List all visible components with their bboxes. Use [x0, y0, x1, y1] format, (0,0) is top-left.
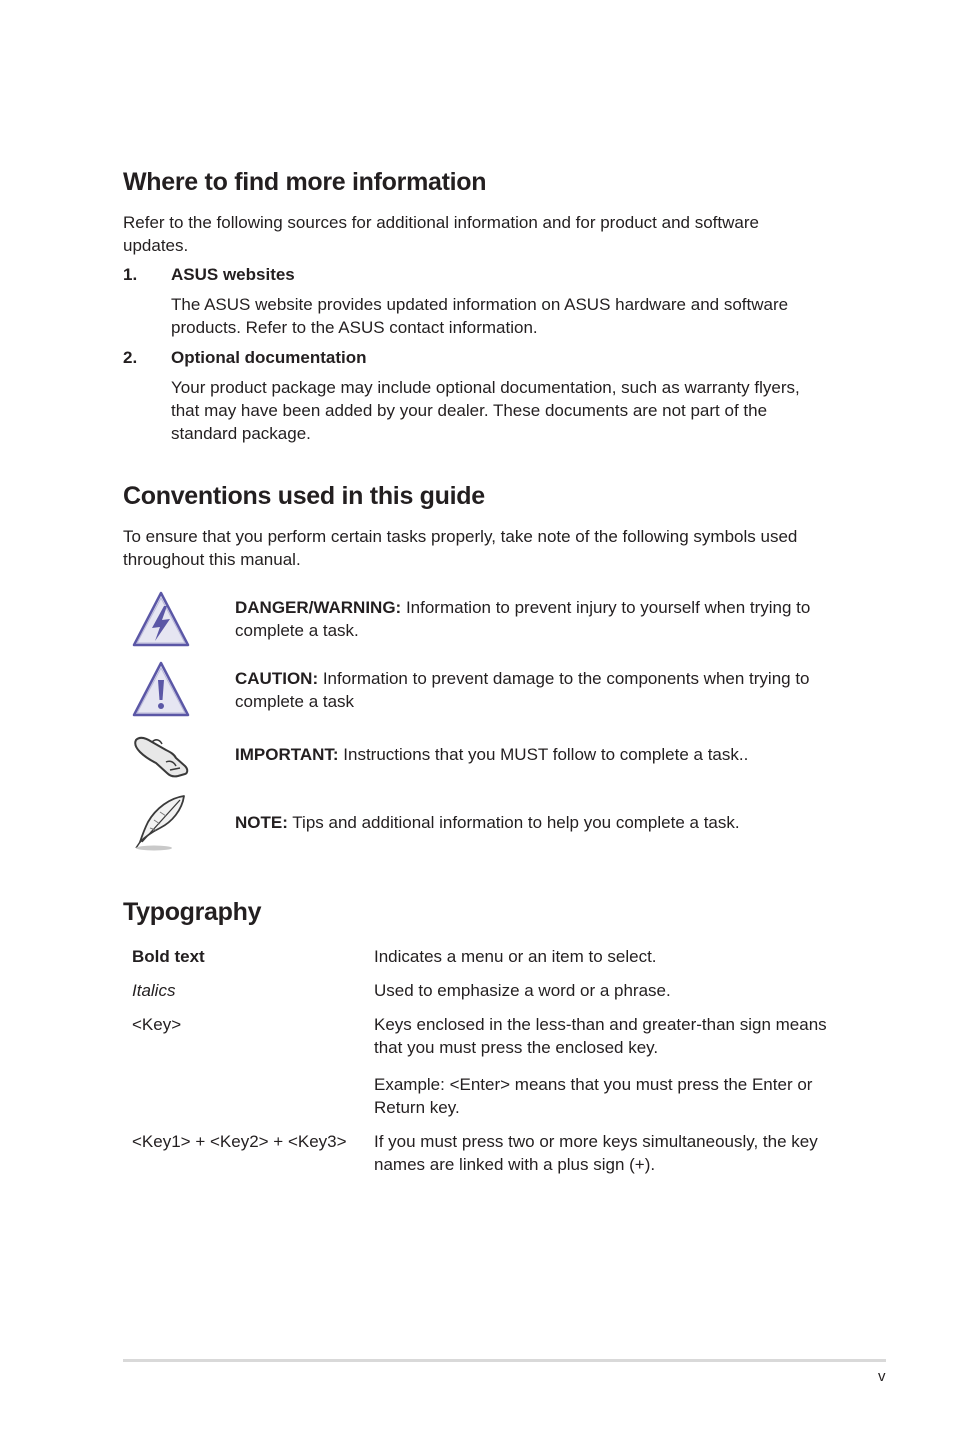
danger-warning-text — [235, 596, 835, 642]
important-label: IMPORTANT: — [235, 745, 339, 764]
typography-term-key: <Key> — [132, 1015, 182, 1034]
typography-term-key-combo: <Key1> + <Key2> + <Key3> — [132, 1132, 347, 1151]
typography-desc-bold: Indicates a menu or an item to select. — [374, 947, 657, 966]
caution-text — [235, 667, 835, 713]
important-description: Instructions that you MUST follow to complete a task.. — [338, 745, 749, 764]
note-quill-icon — [130, 792, 192, 854]
item-2-body: Your product package may include optional documentation, such as warranty flyers, that may have been added by your dealer. These documents are not part of the standard package. — [171, 378, 800, 443]
typography-term-bold: Bold text — [132, 947, 205, 966]
where-to-find-heading: Where to find more information — [123, 168, 487, 196]
where-to-find-intro: Refer to the following sources for additional information and for product and software updates. — [123, 213, 759, 255]
note-description: Tips and additional information to help you complete a task. — [287, 813, 740, 832]
item-2-number: 2. — [123, 348, 138, 367]
item-2-title: Optional documentation — [171, 348, 367, 367]
important-hand-icon — [130, 730, 192, 792]
caution-icon — [130, 660, 192, 722]
danger-warning-description: Information to prevent injury to yourself when trying to complete a task. — [235, 598, 811, 640]
typography-desc-key: Keys enclosed in the less-than and greater-than sign means that you must press the enclosed key. — [374, 1015, 827, 1057]
typography-desc-key-example: Example: <Enter> means that you must press the Enter or Return key. — [374, 1075, 813, 1117]
item-1-number: 1. — [123, 265, 138, 284]
item-1-body: The ASUS website provides updated information on ASUS hardware and software products. Refer to the ASUS contact information. — [171, 295, 789, 337]
danger-warning-icon — [130, 590, 192, 652]
note-label: NOTE: — [235, 813, 288, 832]
note-text — [235, 811, 835, 834]
typography-desc-key-combo: If you must press two or more keys simultaneously, the key names are linked with a plus sign (+). — [374, 1132, 818, 1174]
caution-description: Information to prevent damage to the components when trying to complete a task — [235, 669, 810, 711]
important-text — [235, 743, 835, 766]
conventions-intro: To ensure that you perform certain tasks properly, take note of the following symbols used throughout this manual. — [123, 527, 798, 569]
conventions-heading: Conventions used in this guide — [123, 482, 485, 510]
item-1-title: ASUS websites — [171, 265, 295, 284]
typography-heading: Typography — [123, 898, 262, 926]
danger-warning-label: DANGER/WARNING: — [235, 598, 402, 617]
typography-desc-italics: Used to emphasize a word or a phrase. — [374, 981, 671, 1000]
typography-term-italics: Italics — [132, 981, 176, 1000]
footer-rule — [123, 1359, 886, 1362]
caution-label: CAUTION: — [235, 669, 319, 688]
page-number: v — [878, 1368, 886, 1385]
